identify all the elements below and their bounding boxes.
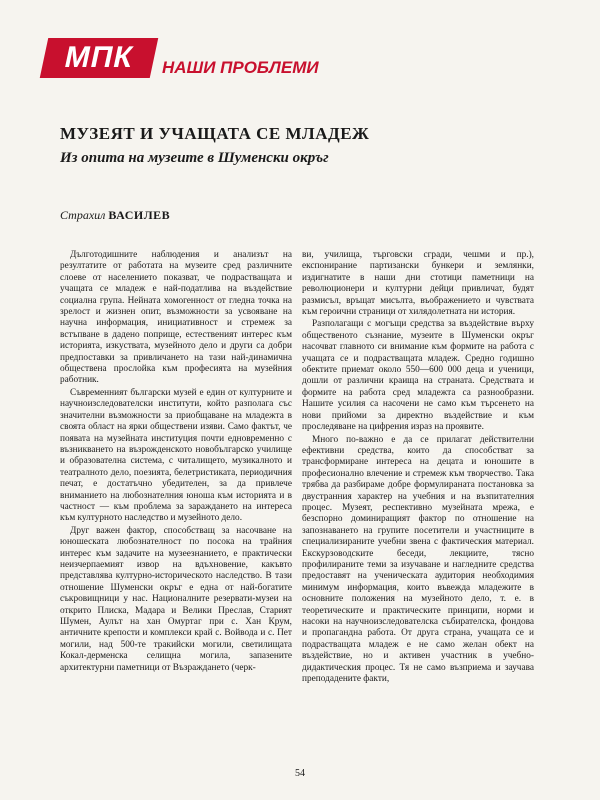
article-subtitle: Из опита на музеите в Шуменски окръг [60, 150, 329, 166]
paragraph: ви, училища, търговски сгради, чешми и пр.), експонирание партизански бункери и землянки, издигнатите в наши дни стотици паметници на революционери и културни дейци привличат, будят размисъл, връщат мисълта, въображението и чувствата към героични страници от хилядолетната ни история. [302, 250, 534, 318]
section-title: НАШИ ПРОБЛЕМИ [162, 58, 319, 77]
paragraph: Дълготодишните наблюдения и анализът на резултатите от работата на музеите сред различните слоеве от населението показват, че подрастващата и учащата се младеж е най-податлива на въздействие социална група. Нейната хомогенност от гледна точка на зрелост и жизнен опит, възможности за усвояване на научна информация, инициативност и стремеж за встъпване в дадено поприще, естественият интерес към историята, изкуствата, музейното дело и други са добри предпоставки за привличането на тази най-динамична обществена прослойка към професията на музейния работник. [60, 250, 292, 386]
left-text-column [60, 250, 292, 674]
section-header [44, 38, 564, 84]
article-title: МУЗЕЯТ И УЧАЩАТА СЕ МЛАДЕЖ [60, 124, 370, 143]
paragraph: Много по-важно е да се прилагат действителни ефективни средства, които да способстват за трансформиране интереса на децата и юношите в професионално влечение и стремеж към творчество. Така трябва да разбираме добре формулираната постановка за двустранния характер на учебния и на възпитателния процес. Музеят, респективно музейната мрежа, е безспорно доминиращият фактор по отношение на запознаването на групите посетители и участниците в специализираните учебни звена с фактическия материал. Екскурзоводските беседи, лекциите, тясно профилираните теми за изучаване и нагледните средства предоставят на ученическата аудитория необходимия минимум информация, които въвежда младежите в основните положения на музейното дело, т. е. в теоретическите и практическите принципи, норми и насоки на научноизследователска събирателска, фондова и пропагандна работа. От друга страна, учащата се и подрастващата младеж е не само желан обект на въздействие, но и активен участник в учебно-дидактическия процес. Тя не само възприема и заучава преподадените факти, [302, 434, 534, 685]
author-byline [60, 208, 170, 223]
author-first-name: Страхил [60, 208, 106, 222]
paragraph: Съвременният български музей е един от културните и научноизследователски институти, който разполага със значителни възможности за приобщаване на младежта в своята област на ярки обществени изяви. Само фактът, че появата на музейната институция почти едновременно с възникването на възрожденското новобългарско училище и образователна система, с читалището, музикалното и театралното дело, поезията, белетристиката, периодичния печат, е достатъчно убедителен, за да привлече вниманието на любознателния юноша към историята и в частност — към проблема за зараждането на интереса към културното наследство и музейното дело. [60, 387, 292, 524]
page-number: 54 [295, 768, 305, 779]
paragraph: Разполагащи с могъщи средства за въздействие върху общественото съзнание, музеите в Шуменски окръг насочват главното си внимание към формите на работа с учащата се и подрастващата младеж. Средно годишно обектите приемат около 550—600 000 деца и ученици, дошли от различни краища на страната. Средствата и формите на работа сред младежта са разнообразни. Нашите усилия са насочени не само към търсенето на нови прийоми за директно въздействие и към проследяване на цифрения израз на проявите. [302, 319, 534, 433]
author-last-name: ВАСИЛЕВ [108, 208, 171, 222]
paragraph: Друг важен фактор, способстващ за насочване на юношеската любознателност по посока на трайния интерес към задачите на музеезнанието, е практически неизчерпаемият извор на вдъхновение, какъвто представлява културно-историческото наследство. В тази отношение Шуменски окръг е една от най-богатите съкровищници у нас. Националните резервати-музеи на открито Плиска, Мадара и Велики Преслав, Старият Шумен, Аулът на хан Омуртаг при с. Хан Крум, античните крепости и комплекси край с. Войвода и с. Пет могили, над 500-те тракийски могили, светилищата Кокал-дерменска селищна могила, запазените архитектурни паметници от Възраждането (черк- [60, 525, 292, 673]
right-text-column [302, 250, 534, 685]
magazine-logo: МПК [40, 38, 159, 78]
